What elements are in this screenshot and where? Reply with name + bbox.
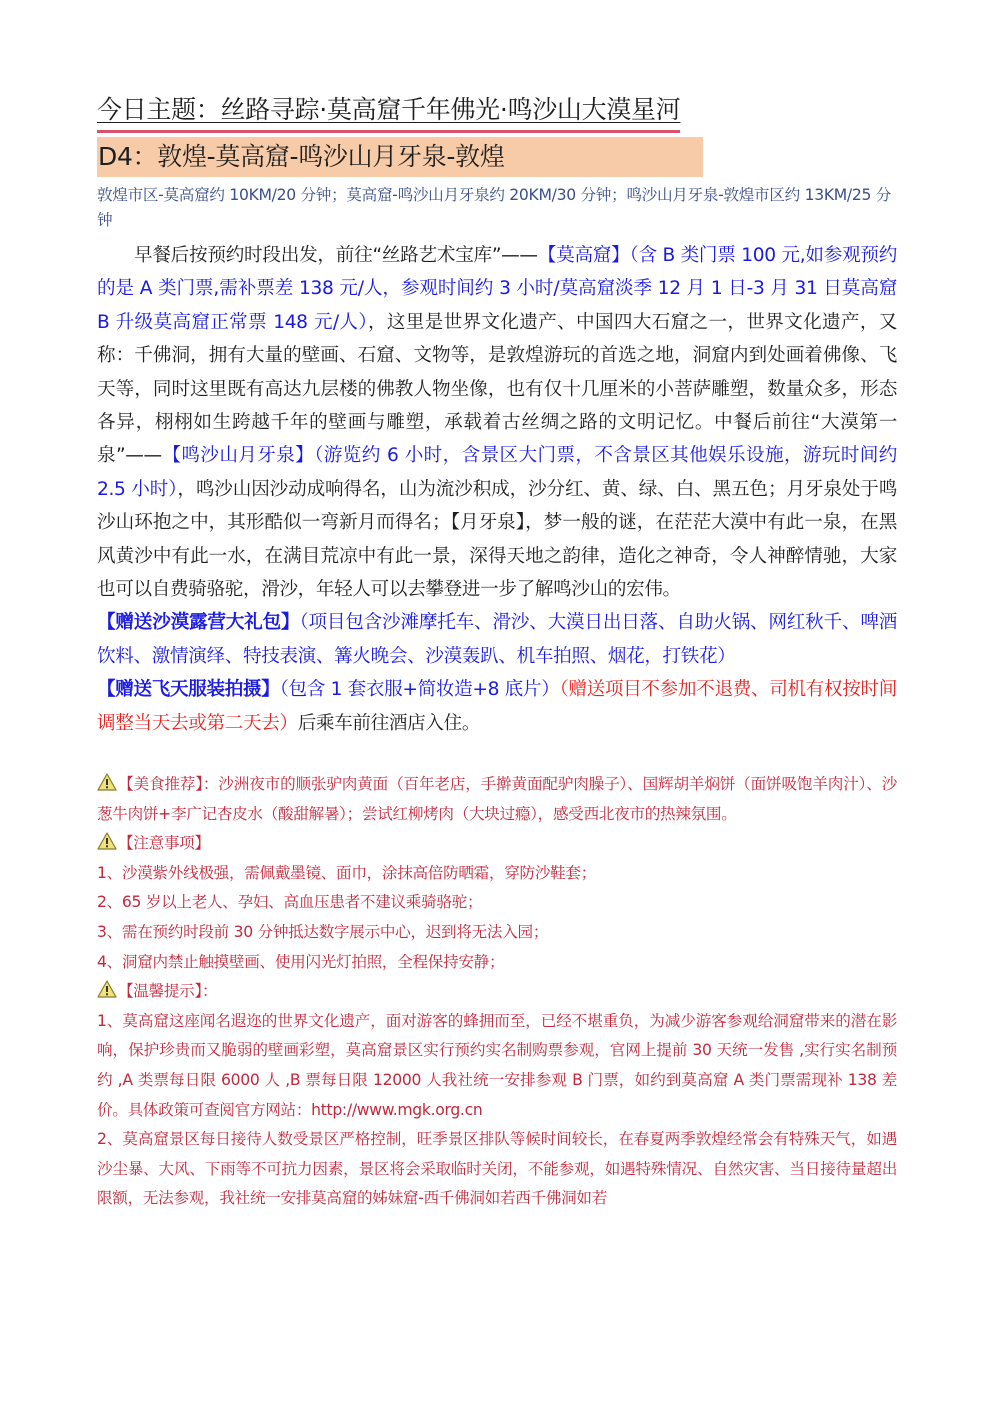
mingsha-description: ，鸣沙山因沙动成响得名，山为流沙积成，沙分红、黄、绿、白、黑五色；月牙泉处于鸣沙山环抱之中，其形酷似一弯新月而得名；【月牙泉】，梦一般的谜，在茫茫大漠中有此一泉，在黑风黄沙中有此一水，在满目荒凉中有此一景，深得天地之韵律，造化之神奇，令人神醉情驰，大家也可以自费骑骆驼，滑沙，年轻人可以去攀登进一步了解鸣沙山的宏伟。 [97, 478, 897, 601]
gift-photo-detail: （包含 1 套衣服+简妆造+8 底片） [279, 679, 560, 701]
tips-title: 【温馨提示】： [118, 982, 218, 1001]
intro-text: 早餐后按预约时段出发，前往“丝路艺术宝库”—— [134, 245, 538, 266]
tips-item: 2、莫高窟景区每日接待人数受景区严格控制，旺季景区排队等候时间较长，在春夏两季敦煌经常会有特殊天气，如遇沙尘暴、大风、下雨等不可抗力因素，景区将会采取临时关闭，不能参观，如遇特殊情况、自然灾害、当日接待量超出限额，无法参观，我社统一安排莫高窟的姊妹窟-西千佛洞如若西千佛洞如若 [97, 1130, 897, 1208]
warning-triangle-icon [97, 980, 117, 998]
mingsha-link: 【鸣沙山月牙泉】 [161, 445, 315, 467]
gift-camping-title: 【赠送沙漠露营大礼包】 [97, 612, 300, 634]
theme-title: 今日主题：丝路寻踪·莫高窟千年佛光·鸣沙山大漠星河 [97, 92, 680, 133]
food-recommendation [97, 770, 897, 829]
warning-triangle-icon [97, 832, 117, 850]
attention-item: 4、洞窟内禁止触摸壁画、使用闪光灯拍照，全程保持安静； [97, 952, 505, 971]
gift-warning: （赠送项目不参加不退费、司机有权按时间调整当天去或第二天去） [97, 679, 897, 734]
mogao-link: 【莫高窟】 [537, 245, 630, 266]
closing-text: 后乘车前往酒店入住。 [297, 712, 481, 734]
gift-camping-detail: （项目包含沙滩摩托车、滑沙、大漠日出日落、自助火锅、网红秋千、啤酒饮料、激情演绎、特技表演、篝火晚会、沙漠轰趴、机车拍照、烟花，打铁花） [97, 612, 898, 667]
gift-photo [97, 673, 897, 740]
attention-item: 2、65 岁以上老人、孕妇、高血压患者不建议乘骑骆驼； [97, 893, 483, 912]
food-text: 【美食推荐】：沙洲夜市的顺张驴肉黄面（百年老店，手擀黄面配驴肉臊子）、国辉胡羊焖饼（面饼吸饱羊肉汁）、沙葱牛肉饼+李广记杏皮水（酸甜解暑）；尝试红柳烤肉（大块过瘾），感受西北夜市的热辣氛围。 [97, 775, 897, 823]
warning-triangle-icon [97, 773, 117, 791]
itinerary-page [97, 92, 897, 1214]
mogao-ticket-detail: （含 B 类门票 100 元,如参观预约的是 A 类门票,需补票差 138 元/人，参观时间约 3 小时/莫高窟淡季 12 月 1 日-3 月 31 日莫高窟 B 升级莫高窟正常票 148 元/人） [97, 245, 897, 333]
attention-item: 3、需在预约时段前 30 分钟抵达数字展示中心，迟到将无法入园； [97, 923, 549, 942]
attention-item: 1、沙漠紫外线极强，需佩戴墨镜、面巾，涂抹高倍防晒霜，穿防沙鞋套； [97, 863, 597, 882]
tips-heading [97, 977, 897, 1007]
day-heading: D4：敦煌-莫高窟-鸣沙山月牙泉-敦煌 [97, 137, 703, 177]
gift-camping [97, 606, 897, 673]
mogao-description: ，这里是世界文化遗产、中国四大石窟之一，世界文化遗产，又称：千佛洞，拥有大量的壁画、石窟、文物等，是敦煌游玩的首选之地，洞窟内到处画着佛像、飞天等，同时这里既有高达九层楼的佛教人物坐像，也有仅十几厘米的小菩萨雕塑，数量众多，形态各异，栩栩如生跨越千年的壁画与雕塑，承载着古丝绸之路的文明记忆。中餐后前往“大漠第一泉”—— [97, 311, 898, 467]
itinerary-paragraph [97, 239, 897, 606]
tips-item: 1、莫高窟这座闻名遐迩的世界文化遗产，面对游客的蜂拥而至，已经不堪重负，为减少游客参观给洞窟带来的潜在影响，保护珍贵而又脆弱的壁画彩塑，莫高窟景区实行预约实名制购票参观，官网上提前 30 天统一发售 ,实行实名制预约 ,A 类票每日限 6000 人 ,B 票每日限 12000 人我社统一安排参观 B 门票，如约到莫高窟 A 类门票需现补 138 差价。具体政策可查阅官方网站：http://www.mgk.org.cn [97, 1011, 897, 1119]
attention-heading [97, 829, 897, 859]
route-summary: 敦煌市区-莫高窟约 10KM/20 分钟；莫高窟-鸣沙山月牙泉约 20KM/30 分钟；鸣沙山月牙泉-敦煌市区约 13KM/25 分钟 [97, 186, 892, 229]
attention-title: 【注意事项】 [118, 834, 210, 853]
mingsha-ticket-detail: （游览约 6 小时，含景区大门票，不含景区其他娱乐设施，游玩时间约 2.5 小时） [97, 445, 897, 500]
notes-section [97, 770, 897, 1214]
gift-photo-title: 【赠送飞天服装拍摄】 [97, 679, 280, 701]
